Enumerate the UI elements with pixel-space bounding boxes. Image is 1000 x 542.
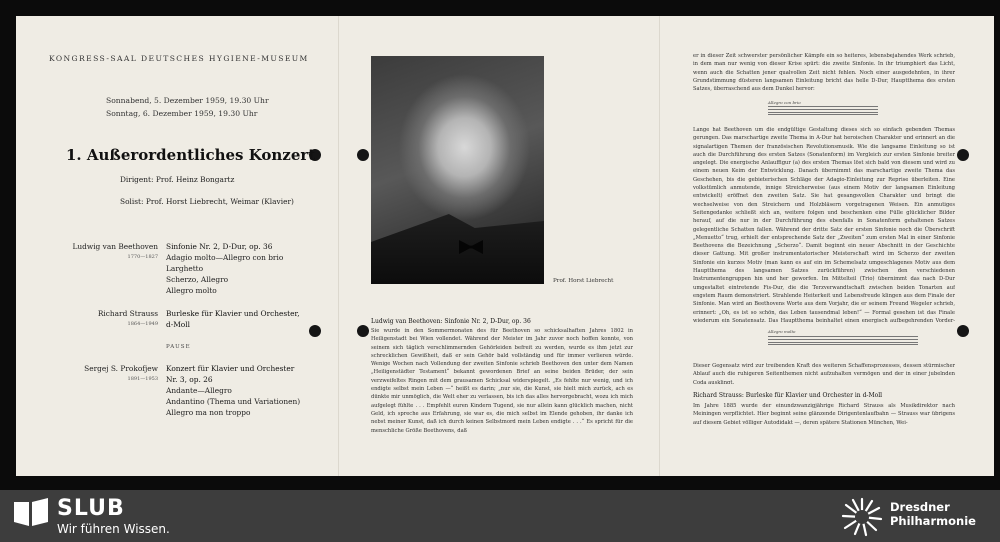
punch-hole (309, 325, 321, 337)
org-slogan: Wir führen Wissen. (57, 522, 170, 536)
conductor-line: Dirigent: Prof. Heinz Bongartz (120, 175, 235, 184)
notes-paragraph: er in dieser Zeit schwerster persönlicher Kämpfe ein so heiteres, lebensbejahendes Werk schrieb, in dem man nur wenig von dieser Krise spürt: die zweite Sinfonie. In ihr triumphiert das Licht, wenn auch die Schatten jener qualvollen Zeit nicht fehlen. Noch einer ausgedehnten, in ihrer Grundstimmung düsteren langsamen Einleitung bricht das helle D-Dur, Hauptthema des ersten Satzes, überraschend aus dem Dunkel hervor: (693, 53, 955, 93)
punch-hole (957, 325, 969, 337)
notes-paragraph: Im Jahre 1885 wurde der einundzwanzigjährige Richard Strauss als Musikdirektor nach Meiningen verpflichtet. Hier beginnt seine glänzende Dirigentenlaufbahn — Strauss war übrigens auf diesem Gebiet völliger Autodidakt —, deren spätere Stationen München, Wei- (693, 403, 955, 426)
intermission-label: PAUSE (166, 344, 191, 350)
section-heading-strauss: Richard Strauss: Burleske für Klavier und Orchester in d-Moll (693, 392, 883, 399)
soloist-line: Solist: Prof. Horst Liebrecht, Weimar (Klavier) (120, 197, 294, 206)
composer-name: Sergej S. Prokofjew (84, 364, 158, 373)
venue-heading: KONGRESS-SAAL DEUTSCHES HYGIENE-MUSEUM (49, 54, 309, 63)
movement: Allegro molto (166, 286, 217, 295)
notes-paragraph: Sie wurde in den Sommermonaten des für Beethoven so schicksalhaften Jahres 1802 in Heiligenstadt bei Wien vollendet. Während der Meister im Jahr zuvor noch hoffen konnte, von seinem sich täglich verschlimmernden Gehörleiden befreit zu werden, wurde es ihm jetzt zur schrecklichen Gewißheit, daß er sein Gehör bald vollständig und für immer verlieren würde. Wenige Wochen nach Vollendung der zweiten Sinfonie schrieb Beethoven den unter dem Namen „Heiligenstädter Testament“ bekannt gewordenen Brief an seine beiden Brüder, der sein verzweifeltes Ringen mit dem grausamen Schicksal widerspiegelt. „Es fehlte nur wenig, und ich endigte selbst mein Leben —“ heißt es darin; „nur sie, die Kunst, sie hielt mich zurück, ach es dünkte mir unmöglich, die Welt eher zu verlassen, bis ich das alles hervorgebracht, wozu ich mich aufgelegt fühlte . . . Empfehlt euren Kindern Tugend, sie nur allein kann glücklich machen, nicht Geld, ich spreche aus Erfahrung, sie war es, die mich selbst im Elende gehoben, ihr danke ich nebst meiner Kunst, daß ich durch keinen Selbstmord mein Leben endigte . . .“ Es spricht für die menschliche Größe Beethovens, daß (371, 328, 633, 434)
music-tempo-mark: Allegro con brio (768, 100, 801, 105)
org-name: SLUB (57, 496, 125, 521)
work-entry (166, 241, 283, 296)
composer-name: Richard Strauss (97, 309, 158, 318)
program-leaflet (16, 16, 994, 476)
movement: Allegro ma non troppo (166, 408, 251, 417)
slub-book-icon (12, 498, 50, 528)
concert-title: 1. Außerordentliches Konzert (66, 146, 316, 164)
music-example (768, 336, 918, 345)
work-title: Burleske für Klavier und Orchester, (166, 309, 300, 318)
notes-paragraph: Dieser Gegensatz wird zur treibenden Kraft des weiteren Schaffensprozesses, dessen stürmischer Ablauf auch die ruhigeren Seitenthemen nicht aufzuhalten vermögen und der in einer jubelnden Coda ausklingt. (693, 363, 955, 384)
section-heading-beethoven: Ludwig van Beethoven: Sinfonie Nr. 2, D-Dur, op. 36 (371, 318, 531, 325)
work-entry (166, 308, 300, 330)
fold-line (338, 16, 339, 476)
composer-years: 1864—1949 (127, 321, 158, 327)
movement: Adagio molto—Allegro con brio (166, 253, 284, 262)
partner-name-line: Philharmonie (890, 514, 976, 528)
work-title: Sinfonie Nr. 2, D-Dur, op. 36 (166, 242, 273, 251)
concert-date-1: Sonnabend, 5. Dezember 1959, 19.30 Uhr (106, 96, 269, 105)
punch-hole (357, 149, 369, 161)
music-tempo-mark: Allegro molto (768, 329, 796, 334)
partner-name (890, 500, 976, 528)
composer-years: 1891—1953 (127, 376, 158, 382)
partner-name-line: Dresdner (890, 500, 950, 514)
composer-years: 1770—1827 (127, 254, 158, 260)
notes-paragraph: Lange hat Beethoven um die endgültige Gestaltung dieses sich so einfach gebenden Themas gerungen. Das marschartige zweite Thema in A-Dur hat heroischen Charakter und erinnert an die signalartigen Themen der französischen Revolutionsmusik. Wie die langsame Einleitung so ist auch die Durchführung des ersten Satzes (Sonatenform) im Vergleich zur ersten Sinfonie breiter angelegt. Die energische Anlauffigur (a) des ersten Themas löst sich bald von diesem und wird zu einem neuen Keim der Entwicklung. Danach übernimmt das marschartige zweite Thema das Geschehen, bis die gebieterischen Schläge der Adagio-Einleitung zur Reprise überleiten. Eine volkstümlich anmutende, innige Streicherweise (aus einem Motiv der langsamen Einleitung entwickelt) eröffnet den zweiten Satz. Sie hat gesangsvollen Charakter und bringt die wechselweise von den Streichern und Holzbläsern vorgetragenen Weisen. Ein anmutiges Seitengedanke schließt sich an, weitere folgen und beschenken eine Fülle glücklicher Bilder herauf, auf die nur in der Durchführung des ebenfalls in Sonatenform gehaltenen Satzes gelegentliche Schatten fallen. Während der dritte Satz der ersten Sinfonie noch die Überschrift „Menuetto“ trug, erhielt der entsprechende Satz der „Zweiten“ zum ersten Mal in einer Sinfonie Beethovens die Bezeichnung „Scherzo“. Damit beginnt ein neuer Abschnitt in der Geschichte dieser Gattung. Mit großer instrumentatorischer Meisterschaft wird im Scherzo der zweiten Sinfonie ein kurzes Motiv (man kann es auf ein im Schemelsatz umgeschlagenes Motiv aus dem Hauptthema des langsamen Satzes zurückführen) zwischen den verschiedenen Instrumentengruppen hin und her geworfen. Im Mittelteil (Trio) übernimmt das nach D-Dur umgestaltet eintretende Fis-Dur, die die Terzverwandtschaft zwischen beiden Tonarten auf engstem Raum demonstriert. Strahlende Heiterkeit und Lebensfreude klingen aus dem Finale der Sinfonie. Man wird an Beethovens Worte aus dem Vorjahr, die er seinem Freund Wegeler schrieb, erinnert: „Oh, es ist so schön, das Leben tausendmal leben!“ — Formal gesehen ist das Finale wiederum ein Sonatensatz. Das Hauptthema beinhaltet einen energisch aufbegehrenden Vorder- (693, 127, 955, 324)
portrait-photo (371, 56, 544, 284)
work-title-cont: d-Moll (166, 320, 190, 329)
work-entry (166, 363, 300, 418)
photo-caption: Prof. Horst Liebrecht (553, 278, 614, 284)
philharmonie-starburst-icon (840, 497, 884, 537)
movement: Andantino (Thema und Variationen) (166, 397, 301, 406)
composer-name: Ludwig van Beethoven (72, 242, 158, 251)
movement: Scherzo, Allegro (166, 275, 229, 284)
music-example (768, 106, 878, 115)
work-title: Konzert für Klavier und Orchester (166, 364, 295, 373)
punch-hole (357, 325, 369, 337)
punch-hole (957, 149, 969, 161)
movement: Larghetto (166, 264, 204, 273)
footer-bar (0, 490, 1000, 542)
concert-date-2: Sonntag, 6. Dezember 1959, 19.30 Uhr (106, 109, 258, 118)
movement: Andante—Allegro (166, 386, 232, 395)
fold-line (659, 16, 660, 476)
portrait-suit (371, 214, 544, 284)
work-title-cont: Nr. 3, op. 26 (166, 375, 213, 384)
